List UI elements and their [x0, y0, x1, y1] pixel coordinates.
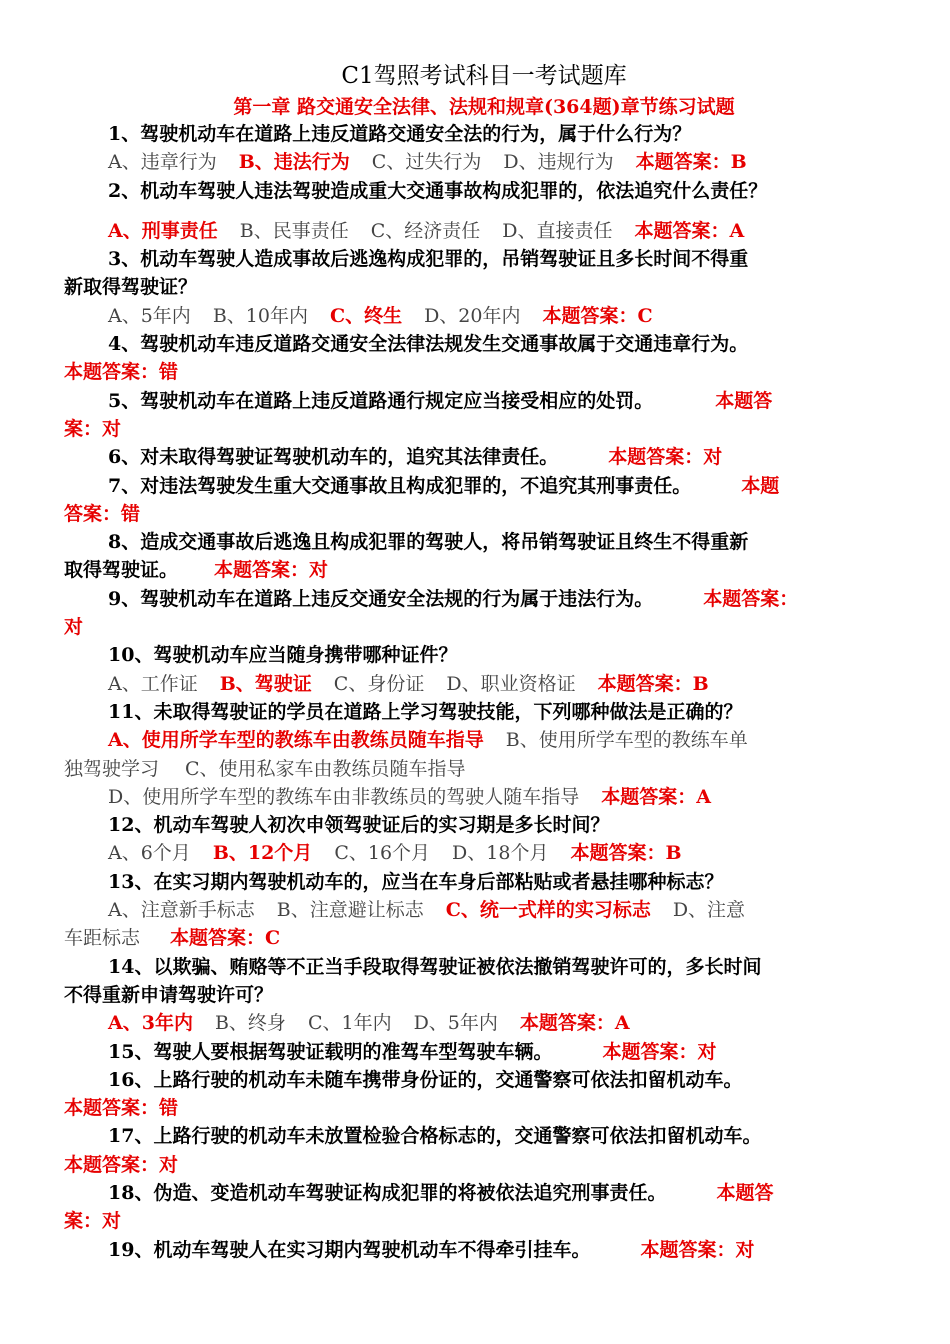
option-d: D、20年内 [424, 304, 521, 327]
option-a: A、5年内 [108, 304, 191, 327]
answer-part2: 对 [64, 616, 84, 639]
question-11-options-cont [64, 755, 894, 783]
question-8-text: 取得驾驶证。 [64, 559, 179, 582]
question-13-options-cont [64, 924, 894, 952]
option-a-correct: A、使用所学车型的教练车由教练员随车指导 [108, 729, 484, 752]
question-2: 2、机动车驾驶人违法驾驶造成重大交通事故构成犯罪的，依法追究什么责任？ [108, 179, 768, 202]
option-c: C、16个月 [334, 842, 431, 865]
answer: 本题答案：对 [640, 1238, 755, 1261]
question-13: 13、在实习期内驾驶机动车的，应当在车身后部粘贴或者悬挂哪种标志？ [108, 870, 724, 893]
question-15-text: 15、驾驶人要根据驾驶证载明的准驾车型驾驶车辆。 [108, 1040, 553, 1063]
answer: 本题答案：对 [608, 446, 723, 469]
question-6 [64, 443, 894, 471]
question-3-cont: 新取得驾驶证？ [64, 276, 198, 299]
question-11: 11、未取得驾驶证的学员在道路上学习驾驶技能，下列哪种做法是正确的？ [108, 700, 743, 723]
answer: 本题答案：C [170, 927, 281, 950]
option-c-correct: C、终生 [329, 304, 403, 327]
option-b-correct: B、违法行为 [238, 151, 350, 174]
question-1-options [64, 148, 894, 176]
option-c: C、使用私家车由教练员随车指导 [185, 757, 466, 780]
option-c: C、1年内 [307, 1012, 392, 1035]
question-1: 1、驾驶机动车在道路上违反道路交通安全法的行为，属于什么行为？ [108, 123, 692, 145]
question-8: 8、造成交通事故后逃逸且构成犯罪的驾驶人，将吊销驾驶证且终生不得重新 [108, 531, 749, 554]
question-5-text: 5、驾驶机动车在道路上违反道路通行规定应当接受相应的处罚。 [108, 389, 654, 412]
question-3-options [64, 302, 894, 330]
answer: 本题答案：对 [64, 1153, 179, 1176]
question-14-options [64, 1009, 894, 1037]
answer: 本题答案：错 [64, 1097, 179, 1120]
answer: 本题答案：对 [602, 1040, 717, 1063]
question-16: 16、上路行驶的机动车未随车携带身份证的，交通警察可依法扣留机动车。 [108, 1068, 743, 1091]
question-5 [64, 387, 894, 415]
answer-part1: 本题答案： [703, 587, 799, 610]
question-19-text: 19、机动车驾驶人在实习期内驾驶机动车不得牵引挂车。 [108, 1238, 591, 1261]
answer: 本题答案：A [601, 785, 711, 808]
answer: 本题答案：B [597, 672, 709, 695]
question-12: 12、机动车驾驶人初次申领驾驶证后的实习期是多长时间？ [108, 814, 610, 837]
question-2-options [64, 217, 894, 245]
question-14: 14、以欺骗、贿赂等不正当手段取得驾驶证被依法撤销驾驶许可的，多长时间 [108, 955, 762, 978]
option-a: A、注意新手标志 [108, 899, 255, 922]
answer-part1: 本题答 [715, 389, 773, 412]
answer: 本题答案：A [634, 219, 745, 242]
question-17: 17、上路行驶的机动车未放置检验合格标志的，交通警察可依法扣留机动车。 [108, 1125, 762, 1148]
answer: 本题答案：C [542, 304, 653, 327]
option-c: C、过失行为 [371, 151, 482, 174]
question-14-cont: 不得重新申请驾驶许可？ [64, 983, 274, 1006]
option-b-correct: B、12个月 [212, 842, 313, 865]
question-18-text: 18、伪造、变造机动车驾驶证构成犯罪的将被依法追究刑事责任。 [108, 1181, 667, 1204]
question-11-options [64, 726, 894, 754]
option-a: A、违章行为 [108, 151, 217, 174]
option-d: D、违规行为 [503, 151, 614, 174]
page-title: C1驾照考试科目一考试题库 [341, 63, 627, 89]
option-a-correct: A、刑事责任 [108, 219, 218, 242]
option-b: B、10年内 [212, 304, 308, 327]
answer-part2: 答案：错 [64, 502, 141, 525]
option-d: D、注意 [672, 899, 746, 922]
answer-part2: 案：对 [64, 1210, 122, 1233]
question-10: 10、驾驶机动车应当随身携带哪种证件？ [108, 644, 458, 667]
option-b-cont: 独驾驶学习 [64, 757, 160, 780]
option-a-correct: A、3年内 [108, 1012, 193, 1035]
answer: 本题答案：A [519, 1012, 630, 1035]
question-7 [64, 472, 894, 500]
question-9 [64, 585, 894, 613]
question-10-options [64, 670, 894, 698]
option-c: C、身份证 [333, 672, 425, 695]
question-18 [64, 1179, 894, 1207]
answer-part2: 案：对 [64, 417, 122, 440]
option-b: B、使用所学车型的教练车单 [505, 729, 748, 752]
question-4: 4、驾驶机动车违反道路交通安全法律法规发生交通事故属于交通违章行为。 [108, 333, 749, 356]
answer-part1: 本题 [741, 474, 780, 497]
option-a: A、工作证 [108, 672, 198, 695]
answer: 本题答案：错 [64, 361, 179, 384]
question-11-options-last [64, 783, 894, 811]
option-b-correct: B、驾驶证 [219, 672, 312, 695]
option-a: A、6个月 [108, 842, 191, 865]
option-d: D、使用所学车型的教练车由非教练员的驾驶人随车指导 [108, 785, 580, 808]
question-3: 3、机动车驾驶人造成事故后逃逸构成犯罪的，吊销驾驶证且多长时间不得重 [108, 248, 749, 271]
question-19 [64, 1236, 894, 1264]
option-d: D、18个月 [452, 842, 549, 865]
question-9-text: 9、驾驶机动车在道路上违反交通安全法规的行为属于违法行为。 [108, 587, 654, 610]
question-12-options [64, 839, 894, 867]
option-c: C、经济责任 [370, 219, 481, 242]
option-c-correct: C、统一式样的实习标志 [445, 899, 651, 922]
option-b: B、终身 [214, 1012, 286, 1035]
chapter-heading: 第一章 路交通安全法律、法规和规章(364题)章节练习试题 [233, 96, 735, 118]
question-6-text: 6、对未取得驾驶证驾驶机动车的，追究其法律责任。 [108, 446, 559, 469]
option-d: D、直接责任 [502, 219, 613, 242]
question-8-cont [64, 556, 894, 584]
option-b: B、民事责任 [239, 219, 349, 242]
option-b: B、注意避让标志 [276, 899, 424, 922]
option-d: D、5年内 [413, 1012, 498, 1035]
question-15 [64, 1038, 894, 1066]
answer-part1: 本题答 [716, 1181, 774, 1204]
answer: 本题答案：对 [214, 559, 329, 582]
question-7-text: 7、对违法驾驶发生重大交通事故且构成犯罪的，不追究其刑事责任。 [108, 474, 692, 497]
question-13-options [64, 896, 894, 924]
answer: 本题答案：B [635, 151, 747, 174]
option-d-cont: 车距标志 [64, 927, 141, 950]
answer: 本题答案：B [570, 842, 682, 865]
option-d: D、职业资格证 [446, 672, 576, 695]
